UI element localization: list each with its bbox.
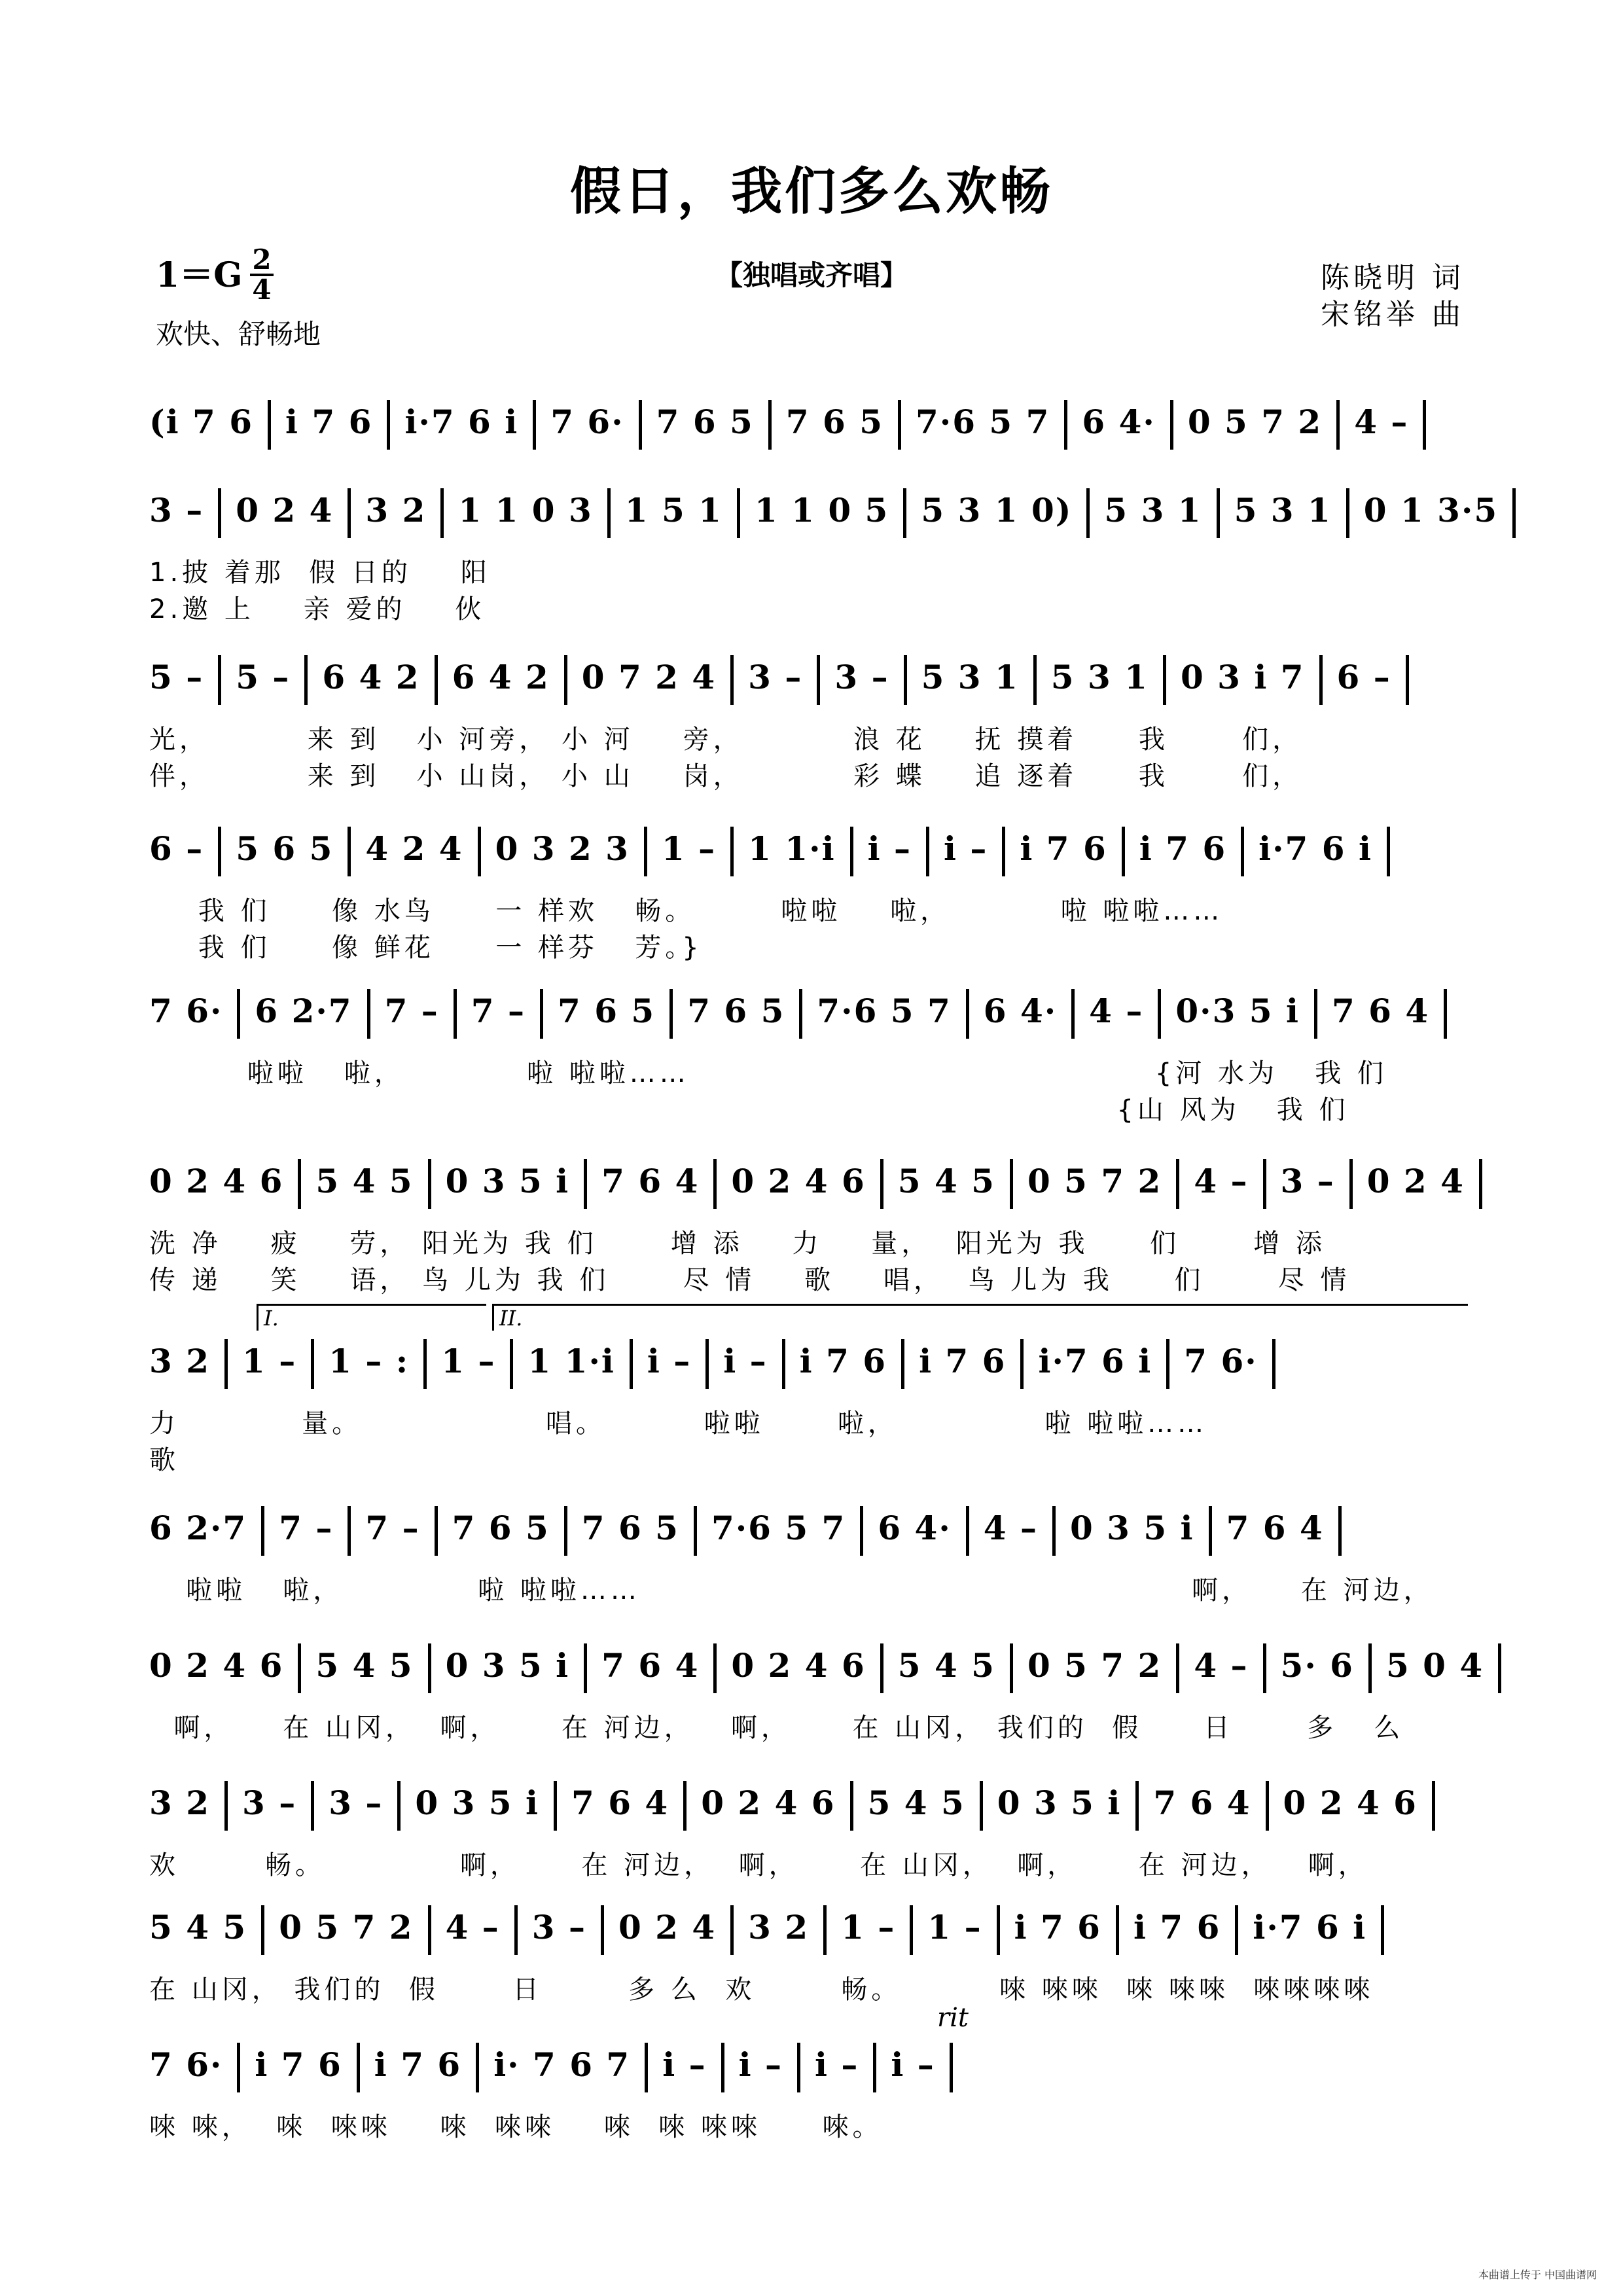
lyrics-line: 啦啦 啦， 啦 啦啦…… 啊， 在 河边， <box>149 1575 1434 1605</box>
measure: 0 2 4 6 <box>149 1162 284 1200</box>
lyrics-line: 啊， 在 山冈， 啊， 在 河边， 啊， 在 山冈， 我们的 假 日 多 么 <box>149 1713 1404 1743</box>
barline <box>348 827 351 876</box>
barline <box>1479 1159 1482 1209</box>
barline <box>367 989 370 1039</box>
measure: 0 2 4 <box>236 491 334 529</box>
measure: 6 4 2 <box>452 658 550 696</box>
barline <box>428 1905 431 1955</box>
barline <box>713 1159 717 1209</box>
measure: 7 6 4 <box>1153 1784 1251 1822</box>
barline <box>1086 488 1090 538</box>
measure: i 7 6 <box>1014 1908 1101 1946</box>
barline <box>268 400 271 450</box>
measure: 7 6 5 <box>785 403 884 441</box>
measure: 0 5 7 2 <box>279 1908 414 1946</box>
barline <box>476 2043 479 2092</box>
barline <box>428 1643 431 1693</box>
measure: 5 3 1 <box>1050 658 1149 696</box>
barline <box>1241 827 1244 876</box>
barline <box>348 1506 351 1556</box>
measure: 7 – <box>279 1509 334 1547</box>
measure: i 7 6 <box>1133 1908 1221 1946</box>
barline <box>533 400 536 450</box>
measure: 7 6· <box>550 403 624 441</box>
barline <box>901 1339 904 1389</box>
measure: 3 – <box>834 658 889 696</box>
barline <box>540 989 543 1039</box>
lyrics-line: 洗 净 疲 劳， 阳光为 我 们 增 添 力 量， 阳光为 我 们 增 添 <box>149 1229 1327 1259</box>
barline <box>669 989 673 1039</box>
measure: 7 – <box>384 992 439 1030</box>
barline <box>797 2043 800 2092</box>
barline <box>1349 1159 1353 1209</box>
barline <box>1166 1339 1169 1389</box>
measure: i·7 6 i <box>1038 1342 1152 1380</box>
barline <box>817 655 820 705</box>
measure: 0 5 7 2 <box>1187 403 1323 441</box>
measure: 7 6 4 <box>571 1784 669 1822</box>
measure: 6 4· <box>1082 403 1156 441</box>
measure: 0 3 2 3 <box>495 829 630 868</box>
barline <box>1368 1643 1372 1693</box>
barline <box>1263 1159 1266 1209</box>
measure: 5 3 1 <box>921 658 1019 696</box>
lyrics-line: 2.邀 上 亲 爱的 伙 <box>149 594 486 624</box>
measure: 0 5 7 2 <box>1027 1162 1162 1200</box>
measure: (i 7 6 <box>149 403 254 441</box>
measure: i 7 6 <box>1020 829 1107 868</box>
barline <box>218 488 221 538</box>
barline <box>730 827 734 876</box>
staff-line <box>149 481 1499 540</box>
barline <box>584 1159 587 1209</box>
barline <box>584 1643 587 1693</box>
barline <box>428 1159 431 1209</box>
measure: 0 3 5 i <box>415 1784 539 1822</box>
barline <box>645 2043 648 2092</box>
measure: 4 – <box>1194 1646 1249 1685</box>
barline <box>1381 1905 1384 1955</box>
measure: 7 6 5 <box>558 992 656 1030</box>
footer-note: 本曲谱上传于 中国曲谱网 <box>1478 2269 1597 2281</box>
lyrics-line: 1.披 着那 假 日的 阳 <box>149 558 491 588</box>
measure: 0·3 5 i <box>1175 992 1300 1030</box>
lyricist-credit: 陈晓明 词 <box>1321 261 1465 295</box>
measure: 3 – <box>531 1908 586 1946</box>
barline <box>1052 1506 1056 1556</box>
barline <box>423 1339 427 1389</box>
staff-line <box>149 1332 1478 1391</box>
measure: 5 0 4 <box>1385 1646 1484 1685</box>
measure: 3 – <box>149 491 204 529</box>
measure: 5· 6 <box>1280 1646 1354 1685</box>
barline <box>880 1159 883 1209</box>
measure: 7 6 4 <box>601 1162 700 1200</box>
measure: 0 2 4 <box>618 1908 717 1946</box>
measure: i 7 6 <box>255 2045 342 2084</box>
measure: 1 – <box>927 1908 982 1946</box>
measure: 6 4 2 <box>322 658 420 696</box>
barline <box>1235 1905 1238 1955</box>
measure: 3 2 <box>748 1908 810 1946</box>
barline <box>218 827 221 876</box>
measure: i – <box>723 1342 768 1380</box>
lyrics-line: 在 山冈， 我们的 假 日 多 么 欢 畅。 唻 唻唻 唻 唻唻 唻唻唻唻 <box>149 1975 1374 2005</box>
measure: 6 – <box>149 829 204 868</box>
measure: 7 6· <box>149 992 223 1030</box>
measure: 4 – <box>445 1908 500 1946</box>
measure: 4 – <box>983 1509 1038 1547</box>
measure: i – <box>738 2045 783 2084</box>
barline <box>850 1781 853 1831</box>
measure: 5 4 5 <box>315 1162 414 1200</box>
barline <box>387 400 390 450</box>
barline <box>1176 1159 1179 1209</box>
staff-line <box>149 2036 1478 2094</box>
barline <box>237 2043 240 2092</box>
measure: 3 2 <box>365 491 427 529</box>
time-signature-top: 2 <box>252 243 272 276</box>
measure: 7 6· <box>1184 1342 1258 1380</box>
barline <box>1387 827 1390 876</box>
barline <box>926 827 929 876</box>
measure: 7 – <box>365 1509 420 1547</box>
barline <box>1163 655 1166 705</box>
lyrics-line: 欢 畅。 啊， 在 河边， 啊， 在 山冈， 啊， 在 河边， 啊， <box>149 1850 1368 1880</box>
barline <box>224 1781 228 1831</box>
barline <box>564 655 567 705</box>
lyrics-line: 啦啦 啦， 啦 啦啦…… {河 水为 我 们 <box>149 1058 1387 1088</box>
barline <box>730 1905 734 1955</box>
measure: 7 6 4 <box>1331 992 1430 1030</box>
measure: 0 3 5 i <box>445 1646 570 1685</box>
barline <box>1319 655 1323 705</box>
lyrics-line: {山 风为 我 们 <box>149 1095 1349 1125</box>
measure: i 7 6 <box>1139 829 1227 868</box>
barline <box>639 400 642 450</box>
lyrics-line: 我 们 像 水鸟 一 样欢 畅。 啦啦 啦， 啦 啦啦…… <box>149 896 1224 926</box>
measure: 7·6 5 7 <box>916 403 1050 441</box>
tempo-marking: 欢快、舒畅地 <box>156 318 321 350</box>
measure: i – <box>647 1342 692 1380</box>
measure: 6 4· <box>878 1509 952 1547</box>
barline <box>1512 488 1516 538</box>
measure: 5 4 5 <box>315 1646 414 1685</box>
barline <box>880 1643 883 1693</box>
barline <box>898 400 901 450</box>
measure: 3 – <box>748 658 803 696</box>
barline <box>311 1781 314 1831</box>
volta-2: II. <box>492 1304 1468 1331</box>
barline <box>298 1159 301 1209</box>
barline <box>1266 1781 1269 1831</box>
measure: 3 – <box>1280 1162 1335 1200</box>
barline <box>261 1905 264 1955</box>
barline <box>1209 1506 1212 1556</box>
measure: 7 6· <box>149 2045 223 2084</box>
barline <box>224 1339 228 1389</box>
measure: 5 3 1 0) <box>921 491 1073 529</box>
measure: 0 2 4 6 <box>731 1162 866 1200</box>
barline <box>1122 827 1125 876</box>
measure: 7·6 5 7 <box>817 992 952 1030</box>
measure: 5 – <box>149 658 204 696</box>
barline <box>980 1781 983 1831</box>
barline <box>218 655 221 705</box>
measure: 5 3 1 <box>1104 491 1202 529</box>
measure: 4 – <box>1089 992 1144 1030</box>
barline <box>1444 989 1447 1039</box>
lyrics-line: 力 量。 唱。 啦啦 啦， 啦 啦啦…… <box>149 1408 1208 1439</box>
measure: 3 – <box>329 1784 383 1822</box>
barline <box>261 1506 264 1556</box>
time-signature-bottom: 4 <box>252 274 272 306</box>
measure: 1 1·i <box>748 829 836 868</box>
barline <box>873 2043 876 2092</box>
measure: 0 7 2 4 <box>581 658 717 696</box>
barline <box>630 1339 633 1389</box>
measure: 0 2 4 <box>1366 1162 1465 1200</box>
barline <box>607 488 611 538</box>
barline <box>440 488 444 538</box>
lyrics-line: 歌 <box>149 1445 179 1475</box>
measure: 3 2 <box>149 1784 210 1822</box>
barline <box>705 1339 709 1389</box>
measure: 7 6 5 <box>656 403 754 441</box>
measure: i 7 6 <box>374 2045 462 2084</box>
measure: 1 – <box>661 829 717 868</box>
measure: 6 2·7 <box>149 1509 247 1547</box>
barline <box>298 1643 301 1693</box>
barline <box>910 1905 913 1955</box>
measure: i – <box>867 829 912 868</box>
measure: 3 – <box>242 1784 297 1822</box>
barline <box>564 1506 567 1556</box>
measure: 7 6 5 <box>452 1509 550 1547</box>
lyrics-line: 伴， 来 到 小 山岗， 小 山 岗， 彩 蝶 追 逐着 我 们， <box>149 761 1303 791</box>
measure: i· 7 6 7 <box>493 2045 631 2084</box>
barline <box>694 1506 697 1556</box>
measure: 5 – <box>236 658 291 696</box>
barline <box>454 989 457 1039</box>
barline <box>644 827 647 876</box>
lyrics-line: 唻 唻， 唻 唻唻 唻 唻唻 唻 唻 唻唻 唻。 <box>149 2112 883 2142</box>
lyrics-line: 光， 来 到 小 河旁， 小 河 旁， 浪 花 抚 摸着 我 们， <box>149 725 1303 755</box>
staff-line <box>149 1898 1478 1957</box>
volta-1: I. <box>257 1304 486 1331</box>
measure: 0 3 5 i <box>1069 1509 1194 1547</box>
barline <box>904 655 907 705</box>
barline <box>357 2043 360 2092</box>
measure: 0 3 i 7 <box>1180 658 1305 696</box>
measure: 6 2·7 <box>255 992 353 1030</box>
measure: i – <box>815 2045 859 2084</box>
barline <box>903 488 906 538</box>
measure: 1 1 0 5 <box>754 491 889 529</box>
barline <box>737 488 740 538</box>
measure: 0 2 4 6 <box>731 1646 866 1685</box>
rit-marking: rit <box>937 2003 969 2033</box>
barline <box>966 989 969 1039</box>
barline <box>1010 1643 1013 1693</box>
barline <box>554 1781 557 1831</box>
measure: 0 1 3·5 <box>1363 491 1499 529</box>
measure: 4 2 4 <box>365 829 463 868</box>
barline <box>1498 1643 1501 1693</box>
measure: 1 1·i <box>527 1342 615 1380</box>
barline <box>966 1506 969 1556</box>
measure: i – <box>891 2045 935 2084</box>
measure: i·7 6 i <box>1258 829 1372 868</box>
measure: 0 3 5 i <box>445 1162 570 1200</box>
barline <box>397 1781 401 1831</box>
barline <box>730 655 734 705</box>
barline <box>997 1905 1000 1955</box>
measure: 4 – <box>1354 403 1409 441</box>
measure: 0 2 4 6 <box>701 1784 836 1822</box>
lyrics-line: 我 们 像 鲜花 一 样芬 芳。} <box>149 933 703 963</box>
barline <box>237 989 240 1039</box>
barline <box>1346 488 1349 538</box>
measure: 7 6 4 <box>601 1646 700 1685</box>
barline <box>1010 1159 1013 1209</box>
barline <box>1064 400 1067 450</box>
barline <box>1170 400 1173 450</box>
barline <box>1423 400 1426 450</box>
measure: 7 6 5 <box>687 992 785 1030</box>
staff-line <box>149 982 1478 1041</box>
measure: i – <box>943 829 988 868</box>
measure: i·7 6 i <box>404 403 519 441</box>
measure: 5 3 1 <box>1234 491 1332 529</box>
barline <box>1338 1506 1342 1556</box>
barline <box>850 827 853 876</box>
barline <box>514 1905 518 1955</box>
measure: 1 – : <box>329 1342 410 1380</box>
barline <box>721 2043 724 2092</box>
staff-line <box>149 1499 1478 1558</box>
key-signature: 1＝G <box>156 255 243 295</box>
measure: 4 – <box>1194 1162 1249 1200</box>
barline <box>601 1905 604 1955</box>
measure: 1 – <box>242 1342 297 1380</box>
barline <box>435 655 438 705</box>
genre-label: 【独唱或齐唱】 <box>715 259 908 291</box>
barline <box>950 2043 953 2092</box>
measure: 7 6 5 <box>581 1509 679 1547</box>
measure: i 7 6 <box>285 403 373 441</box>
barline <box>1176 1643 1179 1693</box>
barline <box>1158 989 1161 1039</box>
measure: 5 4 5 <box>149 1908 247 1946</box>
barline <box>311 1339 314 1389</box>
staff-line <box>149 819 1478 878</box>
page-title: 假日，我们多么欢畅 <box>569 162 1053 221</box>
barline <box>1272 1339 1275 1389</box>
barline <box>1020 1339 1024 1389</box>
measure: 5 6 5 <box>236 829 334 868</box>
barline <box>1033 655 1037 705</box>
barline <box>768 400 772 450</box>
barline <box>823 1905 827 1955</box>
barline <box>1336 400 1340 450</box>
barline <box>348 488 351 538</box>
measure: i 7 6 <box>799 1342 887 1380</box>
measure: 7 6 4 <box>1226 1509 1324 1547</box>
measure: 6 4· <box>983 992 1058 1030</box>
measure: 0 5 7 2 <box>1027 1646 1162 1685</box>
staff-line <box>149 648 1478 707</box>
barline <box>860 1506 863 1556</box>
lyrics-line: 传 递 笑 语， 鸟 儿为 我 们 尽 情 歌 唱， 鸟 儿为 我 们 尽 情 <box>149 1265 1351 1295</box>
measure: 5 4 5 <box>867 1784 965 1822</box>
staff-line <box>149 1152 1478 1211</box>
measure: i·7 6 i <box>1253 1908 1367 1946</box>
barline <box>1314 989 1317 1039</box>
barline <box>1135 1781 1139 1831</box>
measure: 5 4 5 <box>897 1162 995 1200</box>
barline <box>304 655 308 705</box>
measure: 1 – <box>441 1342 496 1380</box>
barline <box>1002 827 1005 876</box>
barline <box>683 1781 687 1831</box>
measure: 5 4 5 <box>897 1646 995 1685</box>
barline <box>782 1339 785 1389</box>
barline <box>510 1339 513 1389</box>
measure: 0 3 5 i <box>997 1784 1122 1822</box>
measure: 7 – <box>471 992 526 1030</box>
measure: 0 2 4 6 <box>149 1646 284 1685</box>
measure: 3 2 <box>149 1342 210 1380</box>
measure: 1 – <box>841 1908 896 1946</box>
measure: i 7 6 <box>919 1342 1007 1380</box>
staff-line <box>149 1774 1478 1833</box>
measure: 7·6 5 7 <box>711 1509 846 1547</box>
barline <box>435 1506 438 1556</box>
barline <box>1406 655 1409 705</box>
barline <box>478 827 481 876</box>
barline <box>713 1643 717 1693</box>
measure: 1 5 1 <box>624 491 722 529</box>
composer-credit: 宋铭举 曲 <box>1321 298 1465 331</box>
barline <box>1263 1643 1266 1693</box>
measure: i – <box>662 2045 707 2084</box>
measure: 1 1 0 3 <box>458 491 593 529</box>
barline <box>1217 488 1220 538</box>
barline <box>799 989 802 1039</box>
measure: 0 2 4 6 <box>1283 1784 1418 1822</box>
staff-line <box>149 1636 1484 1695</box>
barline <box>1432 1781 1435 1831</box>
barline <box>1116 1905 1119 1955</box>
staff-line <box>149 393 1478 452</box>
measure: 6 – <box>1336 658 1391 696</box>
barline <box>1071 989 1075 1039</box>
